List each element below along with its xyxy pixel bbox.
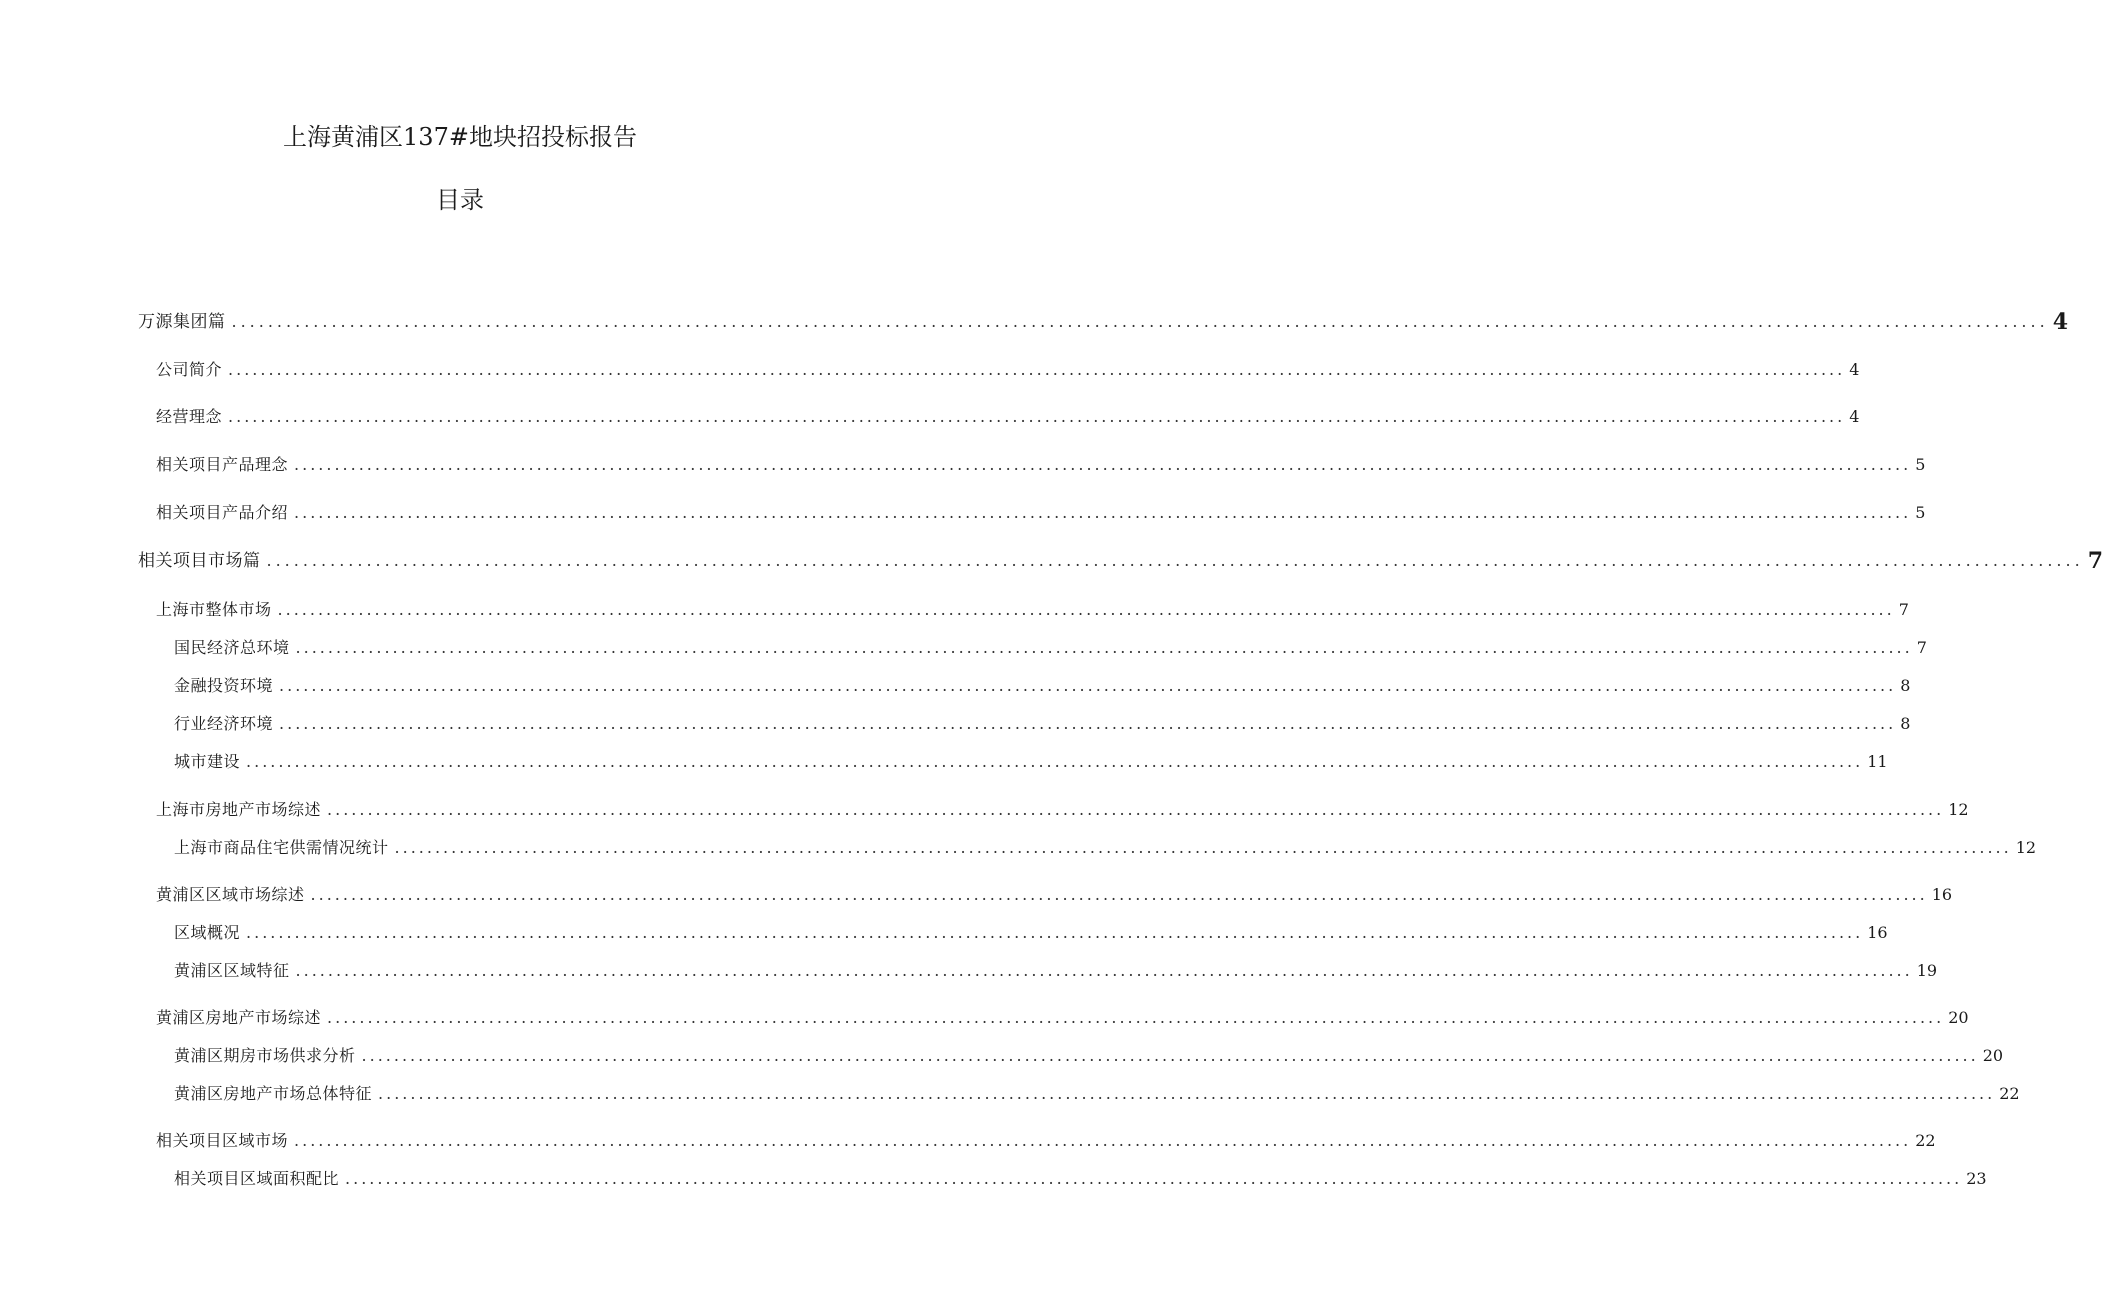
toc-entry-label: 国民经济总环境 [174,638,290,657]
toc-page-number: 20 [1948,1008,1969,1027]
toc-entry-label: 上海市商品住宅供需情况统计 [174,838,389,857]
toc-leader-dots: ........................................................................................................................................................................................................ [294,1131,1912,1150]
toc-entry-label: 城市建设 [174,752,241,771]
toc-entry[interactable] [174,673,1911,699]
toc-leader-dots: ........................................................................................................................................................................................................ [266,551,2084,570]
toc-page-number: 16 [1867,923,1888,942]
toc-entry-label: 相关项目区域市场 [156,1131,289,1150]
toc-entry-label: 黄浦区区域市场综述 [156,885,305,904]
toc-leader-dots: ........................................................................................................................................................................................................ [310,885,1928,904]
toc-entry-label: 黄浦区区域特征 [174,961,290,980]
toc-page-number: 7 [2087,548,2103,574]
toc-page-number: 19 [1916,961,1938,980]
toc-leader-dots: ........................................................................................................................................................................................................ [279,676,1897,695]
toc-page-number: 5 [1915,455,1926,474]
toc-leader-dots: ........................................................................................................................................................................................................ [394,838,2012,857]
toc-entry-label: 金融投资环境 [174,676,274,695]
toc-leader-dots: ........................................................................................................................................................................................................ [345,1169,1963,1188]
toc-entry[interactable] [174,920,1888,946]
toc-page-number: 20 [1982,1046,2004,1065]
toc-leader-dots: ........................................................................................................................................................................................................ [295,638,1913,657]
toc-page-number: 22 [1915,1131,1936,1150]
toc-entry[interactable] [156,404,1860,430]
toc-entry-label: 公司简介 [156,360,223,379]
toc-entry[interactable] [174,1043,2004,1069]
toc-page-number: 8 [1900,676,1911,695]
toc-section-entry[interactable] [138,548,2103,574]
toc-entry-label: 相关项目市场篇 [138,551,261,571]
toc-page-number: 5 [1915,503,1926,522]
toc-leader-dots: ........................................................................................................................................................................................................ [228,407,1846,426]
toc-leader-dots: ........................................................................................................................................................................................................ [361,1046,1979,1065]
toc-entry-label: 经营理念 [156,407,223,426]
toc-entry-label: 相关项目产品理念 [156,455,289,474]
toc-leader-dots: ........................................................................................................................................................................................................ [246,752,1864,771]
toc-entry-label: 行业经济环境 [174,714,274,733]
toc-page-number: 7 [1898,600,1909,619]
toc-leader-dots: ........................................................................................................................................................................................................ [246,923,1864,942]
toc-page-number: 7 [1916,638,1927,657]
toc-entry[interactable] [174,749,1888,775]
toc-entry[interactable] [156,500,1926,526]
toc-entry[interactable] [174,711,1911,737]
toc-entry[interactable] [174,1081,2020,1107]
toc-entry[interactable] [156,797,1969,823]
toc-entry-label: 黄浦区房地产市场总体特征 [174,1084,373,1103]
toc-entry-label: 上海市整体市场 [156,600,272,619]
toc-page-number: 11 [1867,752,1888,771]
toc-entry[interactable] [174,835,2037,861]
toc-entry-label: 黄浦区期房市场供求分析 [174,1046,356,1065]
toc-leader-dots: ........................................................................................................................................................................................................ [378,1084,1996,1103]
toc-page-number: 4 [1849,360,1860,379]
toc-page-number: 12 [2015,838,2037,857]
toc-page-number: 4 [2052,309,2068,335]
toc-page-number: 12 [1948,800,1969,819]
toc-entry-label: 区域概况 [174,923,241,942]
toc-leader-dots: ........................................................................................................................................................................................................ [295,961,1913,980]
toc-section-entry[interactable] [138,309,2068,335]
toc-entry[interactable] [156,597,1909,623]
document-title: 上海黄浦区137#地块招投标报告 [283,123,637,151]
toc-leader-dots: ........................................................................................................................................................................................................ [294,503,1912,522]
toc-entry[interactable] [174,635,1927,661]
toc-page-number: 16 [1931,885,1953,904]
toc-entry[interactable] [174,1166,1987,1192]
toc-heading: 目录 [436,186,484,214]
toc-leader-dots: ........................................................................................................................................................................................................ [231,312,2049,331]
toc-entry[interactable] [156,1005,1969,1031]
toc-entry[interactable] [156,882,1953,908]
toc-entry-label: 万源集团篇 [138,312,226,332]
toc-leader-dots: ........................................................................................................................................................................................................ [277,600,1895,619]
toc-leader-dots: ........................................................................................................................................................................................................ [327,1008,1945,1027]
toc-leader-dots: ........................................................................................................................................................................................................ [228,360,1846,379]
toc-entry[interactable] [156,452,1926,478]
toc-entry[interactable] [174,958,1938,984]
toc-leader-dots: ........................................................................................................................................................................................................ [279,714,1897,733]
toc-page-number: 22 [1999,1084,2020,1103]
toc-entry[interactable] [156,357,1860,383]
toc-page-number: 8 [1900,714,1911,733]
toc-leader-dots: ........................................................................................................................................................................................................ [294,455,1912,474]
toc-entry-label: 上海市房地产市场综述 [156,800,322,819]
toc-entry-label: 相关项目产品介绍 [156,503,289,522]
toc-entry-label: 相关项目区域面积配比 [174,1169,340,1188]
toc-entry-label: 黄浦区房地产市场综述 [156,1008,322,1027]
toc-page-number: 23 [1966,1169,1987,1188]
toc-entry[interactable] [156,1128,1936,1154]
toc-leader-dots: ........................................................................................................................................................................................................ [327,800,1945,819]
toc-page-number: 4 [1849,407,1860,426]
